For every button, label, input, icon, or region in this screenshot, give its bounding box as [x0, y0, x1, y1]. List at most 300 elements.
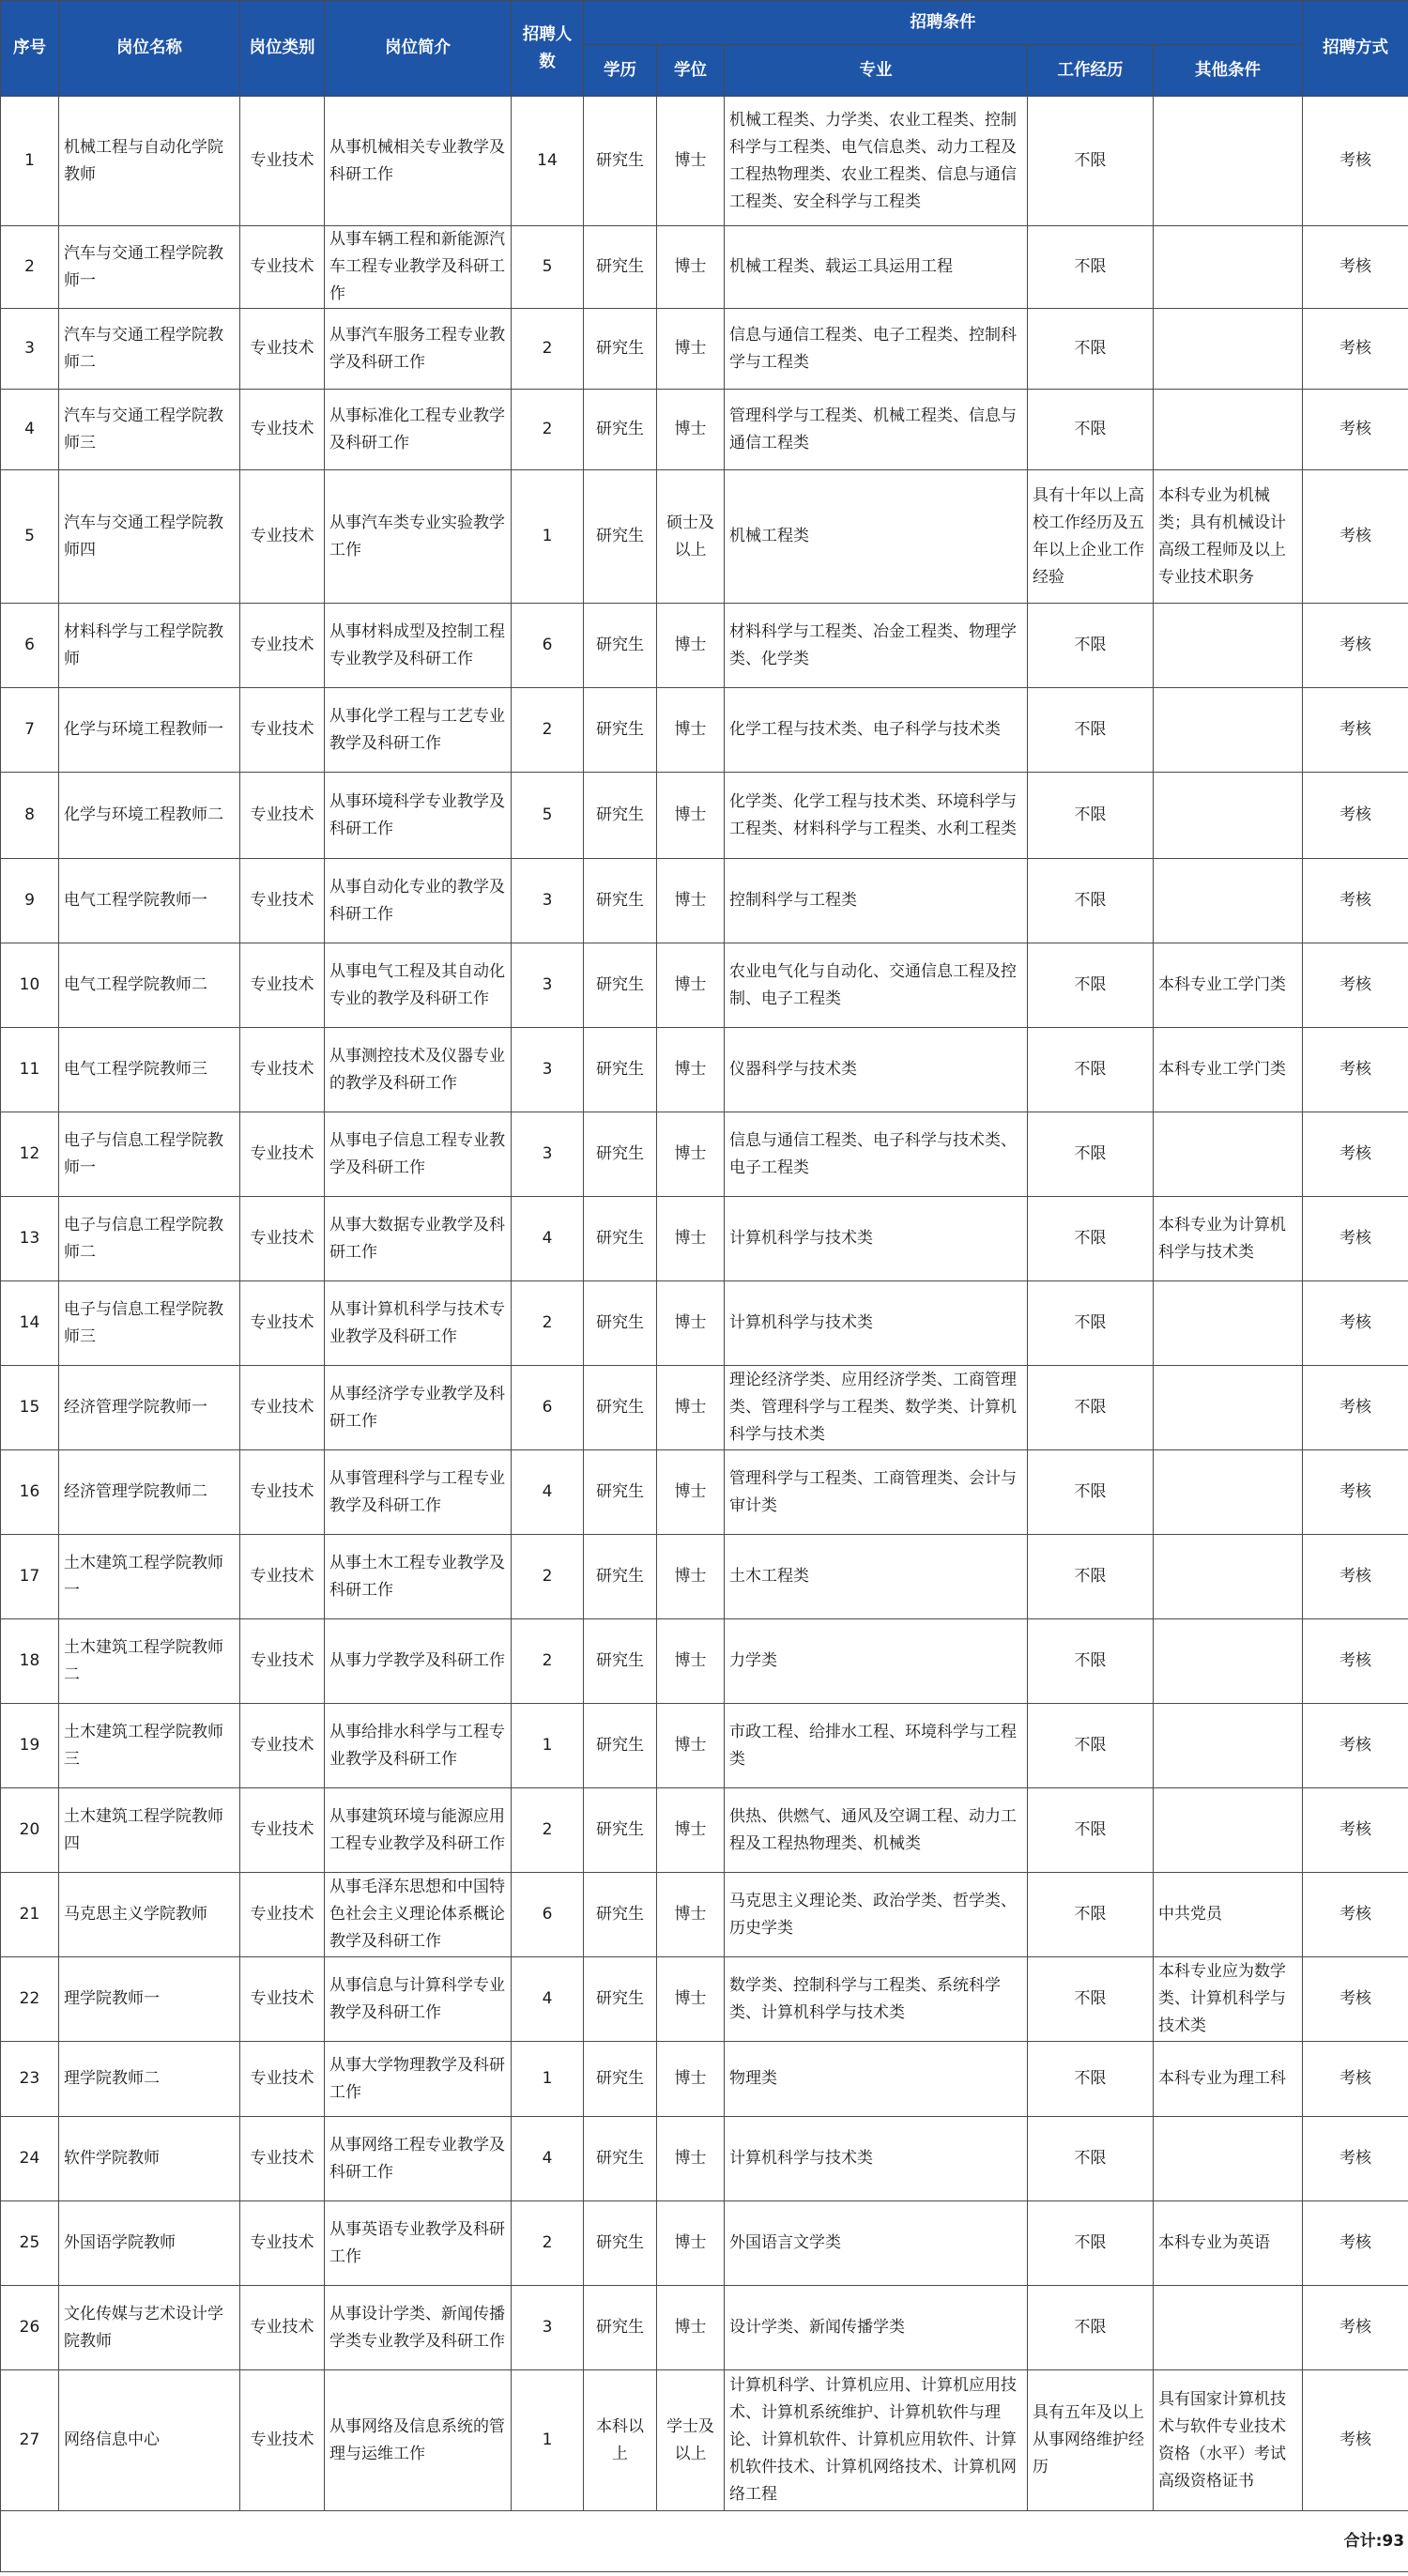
row-major: 计算机科学与技术类: [725, 1281, 1028, 1366]
row-post-name: 电子与信息工程学院教师三: [59, 1281, 240, 1366]
row-post-name: 材料科学与工程学院教师: [59, 604, 240, 688]
row-degree: 博士: [657, 943, 725, 1028]
row-other: [1154, 2117, 1303, 2201]
row-experience: 不限: [1028, 1957, 1154, 2042]
row-education: 研究生: [584, 1873, 657, 1957]
row-post-type: 专业技术: [240, 1535, 325, 1619]
row-recruit-count: 2: [512, 1281, 584, 1366]
row-recruit-count: 3: [512, 859, 584, 943]
row-other: [1154, 773, 1303, 859]
row-method: 考核: [1303, 1450, 1408, 1535]
row-major: 土木工程类: [725, 1535, 1028, 1619]
row-post-intro: 从事毛泽东思想和中国特色社会主义理论体系概论教学及科研工作: [325, 1873, 512, 1957]
row-seq: 20: [1, 1788, 59, 1873]
row-other: [1154, 1788, 1303, 1873]
row-education: 本科以上: [584, 2370, 657, 2511]
row-experience: 不限: [1028, 2042, 1154, 2117]
row-education: 研究生: [584, 1450, 657, 1535]
table-row: [1, 1704, 1408, 1788]
row-post-name: 经济管理学院教师二: [59, 1450, 240, 1535]
table-row: [1, 309, 1408, 390]
row-major: 力学类: [725, 1619, 1028, 1704]
row-recruit-count: 5: [512, 226, 584, 309]
row-seq: 19: [1, 1704, 59, 1788]
row-seq: 13: [1, 1197, 59, 1281]
row-post-intro: 从事大数据专业教学及科研工作: [325, 1197, 512, 1281]
table-row: [1, 773, 1408, 859]
row-recruit-count: 4: [512, 1197, 584, 1281]
row-recruit-count: 6: [512, 1873, 584, 1957]
row-degree: 博士: [657, 1028, 725, 1112]
row-seq: 23: [1, 2042, 59, 2117]
row-seq: 6: [1, 604, 59, 688]
row-experience: 不限: [1028, 1028, 1154, 1112]
row-post-intro: 从事信息与计算科学专业教学及科研工作: [325, 1957, 512, 2042]
row-experience: 不限: [1028, 226, 1154, 309]
row-degree: 硕士及以上: [657, 470, 725, 604]
row-method: 考核: [1303, 2042, 1408, 2117]
row-recruit-count: 3: [512, 943, 584, 1028]
row-method: 考核: [1303, 1281, 1408, 1366]
row-other: [1154, 1281, 1303, 1366]
row-education: 研究生: [584, 1366, 657, 1450]
row-education: 研究生: [584, 1197, 657, 1281]
row-major: 计算机科学与技术类: [725, 1197, 1028, 1281]
row-education: 研究生: [584, 688, 657, 773]
row-major: 仪器科学与技术类: [725, 1028, 1028, 1112]
row-post-type: 专业技术: [240, 773, 325, 859]
row-experience: 不限: [1028, 309, 1154, 390]
row-education: 研究生: [584, 1957, 657, 2042]
row-major: 信息与通信工程类、电子科学与技术类、电子工程类: [725, 1112, 1028, 1197]
row-post-name: 汽车与交通工程学院教师二: [59, 309, 240, 390]
row-post-type: 专业技术: [240, 390, 325, 470]
row-post-intro: 从事汽车服务工程专业教学及科研工作: [325, 309, 512, 390]
row-degree: 博士: [657, 1281, 725, 1366]
row-seq: 10: [1, 943, 59, 1028]
row-method: 考核: [1303, 1112, 1408, 1197]
row-seq: 14: [1, 1281, 59, 1366]
row-method: 考核: [1303, 1704, 1408, 1788]
row-seq: 9: [1, 859, 59, 943]
row-education: 研究生: [584, 390, 657, 470]
row-education: 研究生: [584, 859, 657, 943]
row-post-intro: 从事材料成型及控制工程专业教学及科研工作: [325, 604, 512, 688]
table-row: [1, 1450, 1408, 1535]
table-header: [1, 1, 1408, 97]
row-post-intro: 从事测控技术及仪器专业的教学及科研工作: [325, 1028, 512, 1112]
row-recruit-count: 6: [512, 604, 584, 688]
table-row: [1, 470, 1408, 604]
row-other: [1154, 688, 1303, 773]
row-education: 研究生: [584, 309, 657, 390]
row-other: [1154, 1450, 1303, 1535]
row-post-intro: 从事大学物理教学及科研工作: [325, 2042, 512, 2117]
row-seq: 12: [1, 1112, 59, 1197]
row-post-name: 土木建筑工程学院教师三: [59, 1704, 240, 1788]
row-post-intro: 从事车辆工程和新能源汽车工程专业教学及科研工作: [325, 226, 512, 309]
row-post-name: 电气工程学院教师二: [59, 943, 240, 1028]
row-recruit-count: 2: [512, 688, 584, 773]
row-degree: 博士: [657, 2286, 725, 2370]
row-degree: 博士: [657, 1619, 725, 1704]
row-post-intro: 从事汽车类专业实验教学工作: [325, 470, 512, 604]
row-experience: 不限: [1028, 1619, 1154, 1704]
row-recruit-count: 1: [512, 470, 584, 604]
row-education: 研究生: [584, 97, 657, 226]
row-major: 供热、供燃气、通风及空调工程、动力工程及工程热物理类、机械类: [725, 1788, 1028, 1873]
row-post-name: 马克思主义学院教师: [59, 1873, 240, 1957]
row-recruit-count: 2: [512, 1788, 584, 1873]
row-post-name: 汽车与交通工程学院教师三: [59, 390, 240, 470]
row-recruit-count: 2: [512, 2201, 584, 2286]
row-major: 计算机科学与技术类: [725, 2117, 1028, 2201]
row-other: [1154, 859, 1303, 943]
row-major: 管理科学与工程类、机械工程类、信息与通信工程类: [725, 390, 1028, 470]
row-education: 研究生: [584, 2201, 657, 2286]
row-other: 本科专业为英语: [1154, 2201, 1303, 2286]
row-degree: 学士及以上: [657, 2370, 725, 2511]
row-degree: 博士: [657, 2201, 725, 2286]
row-post-type: 专业技术: [240, 2286, 325, 2370]
table-row: [1, 1281, 1408, 1366]
row-recruit-count: 2: [512, 1619, 584, 1704]
header-post-name: 岗位名称: [59, 1, 240, 97]
row-method: 考核: [1303, 604, 1408, 688]
row-major: 机械工程类: [725, 470, 1028, 604]
row-recruit-count: 3: [512, 1112, 584, 1197]
row-seq: 4: [1, 390, 59, 470]
row-recruit-count: 2: [512, 309, 584, 390]
row-post-intro: 从事自动化专业的教学及科研工作: [325, 859, 512, 943]
row-seq: 27: [1, 2370, 59, 2511]
row-experience: 具有十年以上高校工作经历及五年以上企业工作经验: [1028, 470, 1154, 604]
header-major: 专业: [725, 45, 1028, 97]
header-conditions: 招聘条件: [584, 1, 1303, 45]
row-experience: 不限: [1028, 1197, 1154, 1281]
table-row: [1, 226, 1408, 309]
row-degree: 博士: [657, 390, 725, 470]
row-post-intro: 从事机械相关专业教学及科研工作: [325, 97, 512, 226]
row-education: 研究生: [584, 470, 657, 604]
row-degree: 博士: [657, 1788, 725, 1873]
row-major: 计算机科学、计算机应用、计算机应用技术、计算机系统维护、计算机软件与理论、计算机软件、计算机应用软件、计算机软件技术、计算机网络技术、计算机网络工程: [725, 2370, 1028, 2511]
row-degree: 博士: [657, 1112, 725, 1197]
row-method: 考核: [1303, 2370, 1408, 2511]
row-experience: 不限: [1028, 1788, 1154, 1873]
row-experience: 不限: [1028, 688, 1154, 773]
row-method: 考核: [1303, 943, 1408, 1028]
row-recruit-count: 4: [512, 2117, 584, 2201]
row-experience: 不限: [1028, 2286, 1154, 2370]
row-post-type: 专业技术: [240, 470, 325, 604]
row-post-type: 专业技术: [240, 688, 325, 773]
header-post-intro: 岗位简介: [325, 1, 512, 97]
row-method: 考核: [1303, 2286, 1408, 2370]
row-method: 考核: [1303, 1619, 1408, 1704]
row-post-intro: 从事设计学类、新闻传播学类专业教学及科研工作: [325, 2286, 512, 2370]
row-other: 本科专业工学门类: [1154, 1028, 1303, 1112]
row-degree: 博士: [657, 859, 725, 943]
row-degree: 博士: [657, 773, 725, 859]
row-recruit-count: 2: [512, 390, 584, 470]
row-experience: 不限: [1028, 1704, 1154, 1788]
row-experience: 不限: [1028, 773, 1154, 859]
row-major: 机械工程类、力学类、农业工程类、控制科学与工程类、电气信息类、动力工程及工程热物理类、农业工程类、信息与通信工程类、安全科学与工程类: [725, 97, 1028, 226]
row-seq: 2: [1, 226, 59, 309]
row-seq: 8: [1, 773, 59, 859]
row-degree: 博士: [657, 1450, 725, 1535]
row-education: 研究生: [584, 1619, 657, 1704]
row-post-intro: 从事环境科学专业教学及科研工作: [325, 773, 512, 859]
row-post-name: 土木建筑工程学院教师四: [59, 1788, 240, 1873]
row-major: 控制科学与工程类: [725, 859, 1028, 943]
row-other: [1154, 604, 1303, 688]
row-other: [1154, 1535, 1303, 1619]
row-education: 研究生: [584, 1788, 657, 1873]
row-recruit-count: 4: [512, 1450, 584, 1535]
row-other: 本科专业工学门类: [1154, 943, 1303, 1028]
row-post-type: 专业技术: [240, 1366, 325, 1450]
row-major: 设计学类、新闻传播学类: [725, 2286, 1028, 2370]
row-degree: 博士: [657, 309, 725, 390]
table-row: [1, 1197, 1408, 1281]
row-seq: 22: [1, 1957, 59, 2042]
row-post-name: 理学院教师二: [59, 2042, 240, 2117]
row-method: 考核: [1303, 1873, 1408, 1957]
row-other: 本科专业应为数学类、计算机科学与技术类: [1154, 1957, 1303, 2042]
row-education: 研究生: [584, 2042, 657, 2117]
row-seq: 17: [1, 1535, 59, 1619]
row-other: [1154, 1619, 1303, 1704]
row-method: 考核: [1303, 2201, 1408, 2286]
row-education: 研究生: [584, 1704, 657, 1788]
table-row: [1, 1957, 1408, 2042]
row-method: 考核: [1303, 97, 1408, 226]
header-experience: 工作经历: [1028, 45, 1154, 97]
row-major: 理论经济学类、应用经济学类、工商管理类、管理科学与工程类、数学类、计算机科学与技术类: [725, 1366, 1028, 1450]
row-post-intro: 从事电气工程及其自动化专业的教学及科研工作: [325, 943, 512, 1028]
table-row: [1, 1028, 1408, 1112]
row-degree: 博士: [657, 604, 725, 688]
row-experience: 具有五年及以上从事网络维护经历: [1028, 2370, 1154, 2511]
table-row: [1, 2117, 1408, 2201]
row-method: 考核: [1303, 1788, 1408, 1873]
row-method: 考核: [1303, 1028, 1408, 1112]
row-major: 马克思主义理论类、政治学类、哲学类、历史学类: [725, 1873, 1028, 1957]
row-seq: 11: [1, 1028, 59, 1112]
row-post-intro: 从事经济学专业教学及科研工作: [325, 1366, 512, 1450]
row-post-type: 专业技术: [240, 1028, 325, 1112]
row-recruit-count: 3: [512, 1028, 584, 1112]
table-row: [1, 604, 1408, 688]
row-degree: 博士: [657, 1197, 725, 1281]
row-recruit-count: 5: [512, 773, 584, 859]
row-post-intro: 从事力学教学及科研工作: [325, 1619, 512, 1704]
row-experience: 不限: [1028, 1873, 1154, 1957]
row-post-name: 电子与信息工程学院教师一: [59, 1112, 240, 1197]
table-row: [1, 2286, 1408, 2370]
row-post-type: 专业技术: [240, 2201, 325, 2286]
row-education: 研究生: [584, 1112, 657, 1197]
row-post-name: 电气工程学院教师三: [59, 1028, 240, 1112]
row-post-name: 电子与信息工程学院教师二: [59, 1197, 240, 1281]
row-experience: 不限: [1028, 390, 1154, 470]
table-row: [1, 859, 1408, 943]
row-post-type: 专业技术: [240, 1704, 325, 1788]
row-method: 考核: [1303, 1197, 1408, 1281]
row-post-intro: 从事网络及信息系统的管理与运维工作: [325, 2370, 512, 2511]
row-post-intro: 从事英语专业教学及科研工作: [325, 2201, 512, 2286]
row-seq: 26: [1, 2286, 59, 2370]
row-education: 研究生: [584, 604, 657, 688]
row-method: 考核: [1303, 309, 1408, 390]
row-post-type: 专业技术: [240, 1957, 325, 2042]
row-education: 研究生: [584, 2117, 657, 2201]
row-post-name: 化学与环境工程教师二: [59, 773, 240, 859]
row-education: 研究生: [584, 1281, 657, 1366]
row-other: [1154, 1704, 1303, 1788]
row-other: [1154, 1112, 1303, 1197]
header-other: 其他条件: [1154, 45, 1303, 97]
row-post-name: 机械工程与自动化学院教师: [59, 97, 240, 226]
row-degree: 博士: [657, 2042, 725, 2117]
row-experience: 不限: [1028, 1281, 1154, 1366]
row-degree: 博士: [657, 1366, 725, 1450]
table-row: [1, 2042, 1408, 2117]
table-row: [1, 1873, 1408, 1957]
row-post-name: 汽车与交通工程学院教师一: [59, 226, 240, 309]
table-row: [1, 2201, 1408, 2286]
row-recruit-count: 1: [512, 1704, 584, 1788]
row-post-type: 专业技术: [240, 2042, 325, 2117]
row-experience: 不限: [1028, 2201, 1154, 2286]
row-post-type: 专业技术: [240, 2117, 325, 2201]
row-method: 考核: [1303, 226, 1408, 309]
row-experience: 不限: [1028, 1112, 1154, 1197]
row-seq: 21: [1, 1873, 59, 1957]
header-degree: 学位: [657, 45, 725, 97]
row-other: [1154, 97, 1303, 226]
row-method: 考核: [1303, 688, 1408, 773]
row-major: 市政工程、给排水工程、环境科学与工程类: [725, 1704, 1028, 1788]
row-post-name: 理学院教师一: [59, 1957, 240, 2042]
row-post-type: 专业技术: [240, 2370, 325, 2511]
table-row: [1, 688, 1408, 773]
row-major: 数学类、控制科学与工程类、系统科学类、计算机科学与技术类: [725, 1957, 1028, 2042]
row-experience: 不限: [1028, 1450, 1154, 1535]
row-recruit-count: 4: [512, 1957, 584, 2042]
table-row: [1, 1366, 1408, 1450]
row-experience: 不限: [1028, 97, 1154, 226]
row-seq: 1: [1, 97, 59, 226]
row-post-type: 专业技术: [240, 1197, 325, 1281]
row-method: 考核: [1303, 859, 1408, 943]
row-other: [1154, 2286, 1303, 2370]
row-post-intro: 从事标准化工程专业教学及科研工作: [325, 390, 512, 470]
row-method: 考核: [1303, 2117, 1408, 2201]
row-recruit-count: 1: [512, 2370, 584, 2511]
row-post-type: 专业技术: [240, 97, 325, 226]
row-degree: 博士: [657, 2117, 725, 2201]
row-degree: 博士: [657, 1873, 725, 1957]
row-major: 农业电气化与自动化、交通信息工程及控制、电子工程类: [725, 943, 1028, 1028]
row-other: [1154, 1366, 1303, 1450]
row-experience: 不限: [1028, 859, 1154, 943]
row-experience: 不限: [1028, 1535, 1154, 1619]
table-row: [1, 97, 1408, 226]
row-other: 本科专业为机械类；具有机械设计高级工程师及以上专业技术职务: [1154, 470, 1303, 604]
row-experience: 不限: [1028, 1366, 1154, 1450]
row-method: 考核: [1303, 1957, 1408, 2042]
row-method: 考核: [1303, 1535, 1408, 1619]
table-row: [1, 390, 1408, 470]
row-post-type: 专业技术: [240, 1450, 325, 1535]
row-post-intro: 从事电子信息工程专业教学及科研工作: [325, 1112, 512, 1197]
row-post-name: 汽车与交通工程学院教师四: [59, 470, 240, 604]
table-body: [1, 97, 1408, 2511]
row-degree: 博士: [657, 688, 725, 773]
header-method: 招聘方式: [1303, 1, 1408, 97]
row-education: 研究生: [584, 773, 657, 859]
row-other: 中共党员: [1154, 1873, 1303, 1957]
row-seq: 5: [1, 470, 59, 604]
row-post-name: 网络信息中心: [59, 2370, 240, 2511]
row-recruit-count: 6: [512, 1366, 584, 1450]
row-method: 考核: [1303, 390, 1408, 470]
row-major: 材料科学与工程类、冶金工程类、物理学类、化学类: [725, 604, 1028, 688]
row-other: [1154, 309, 1303, 390]
row-post-type: 专业技术: [240, 859, 325, 943]
row-education: 研究生: [584, 1535, 657, 1619]
row-major: 机械工程类、载运工具运用工程: [725, 226, 1028, 309]
row-post-type: 专业技术: [240, 226, 325, 309]
row-experience: 不限: [1028, 604, 1154, 688]
row-post-name: 外国语学院教师: [59, 2201, 240, 2286]
row-post-type: 专业技术: [240, 943, 325, 1028]
row-post-intro: 从事管理科学与工程专业教学及科研工作: [325, 1450, 512, 1535]
row-recruit-count: 2: [512, 1535, 584, 1619]
row-post-type: 专业技术: [240, 1281, 325, 1366]
row-degree: 博士: [657, 1704, 725, 1788]
row-recruit-count: 3: [512, 2286, 584, 2370]
table-row: [1, 1535, 1408, 1619]
row-seq: 16: [1, 1450, 59, 1535]
row-education: 研究生: [584, 943, 657, 1028]
row-method: 考核: [1303, 773, 1408, 859]
row-post-type: 专业技术: [240, 604, 325, 688]
row-degree: 博士: [657, 1957, 725, 2042]
row-other: 本科专业为计算机科学与技术类: [1154, 1197, 1303, 1281]
header-education: 学历: [584, 45, 657, 97]
row-other: [1154, 226, 1303, 309]
row-post-intro: 从事给排水科学与工程专业教学及科研工作: [325, 1704, 512, 1788]
row-other: 本科专业为理工科: [1154, 2042, 1303, 2117]
row-post-name: 土木建筑工程学院教师一: [59, 1535, 240, 1619]
row-education: 研究生: [584, 1028, 657, 1112]
header-post-type: 岗位类别: [240, 1, 325, 97]
row-post-intro: 从事计算机科学与技术专业教学及科研工作: [325, 1281, 512, 1366]
total-count: 合计:93: [1, 2511, 1408, 2572]
row-experience: 不限: [1028, 2117, 1154, 2201]
header-recruit-count: 招聘人数: [512, 1, 584, 97]
row-post-name: 化学与环境工程教师一: [59, 688, 240, 773]
row-post-intro: 从事化学工程与工艺专业教学及科研工作: [325, 688, 512, 773]
row-post-name: 经济管理学院教师一: [59, 1366, 240, 1450]
row-degree: 博士: [657, 226, 725, 309]
table-row: [1, 943, 1408, 1028]
row-recruit-count: 14: [512, 97, 584, 226]
